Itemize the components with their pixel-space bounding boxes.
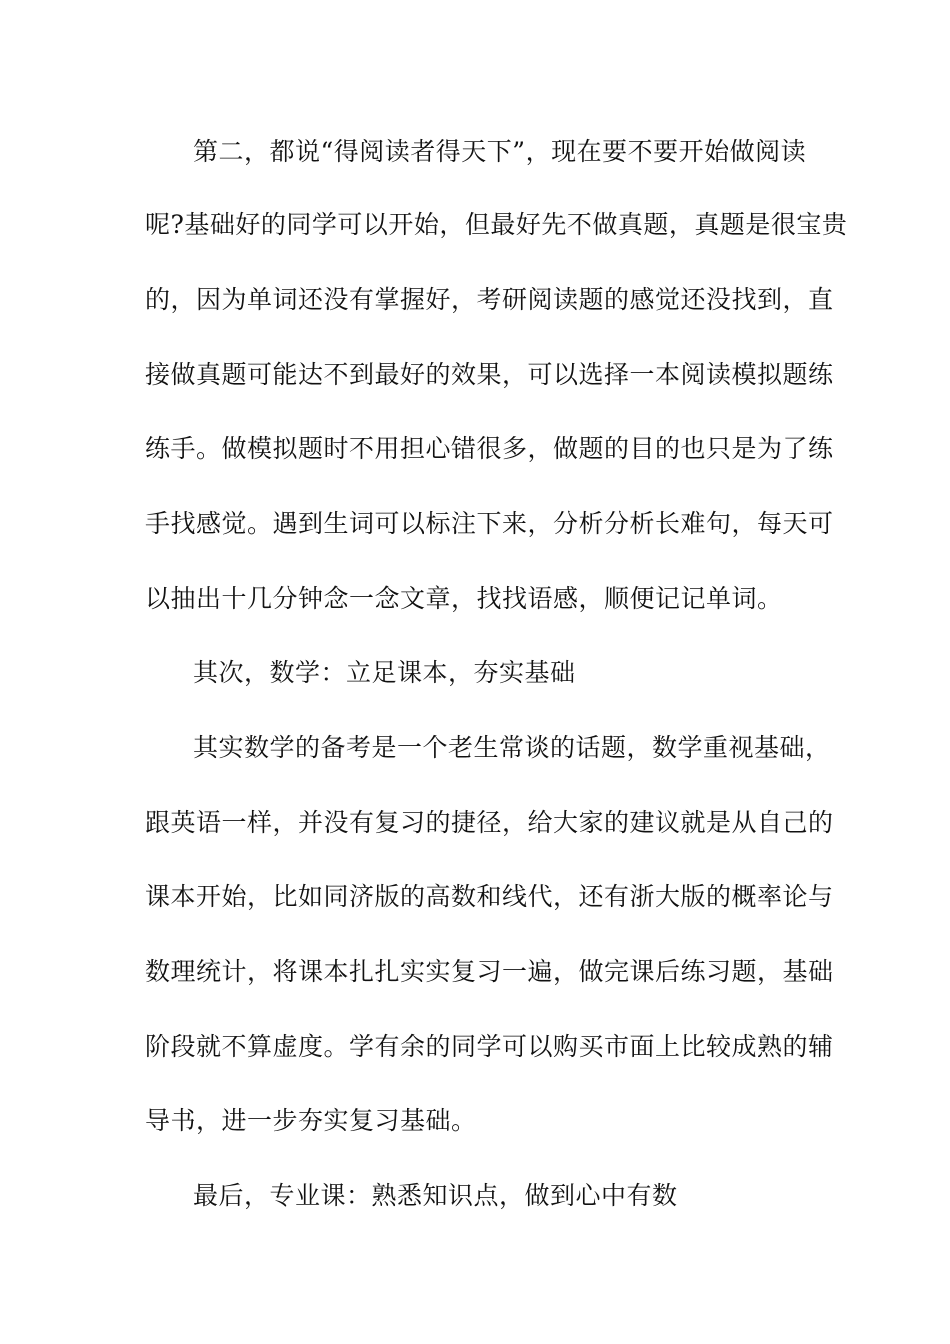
paragraph-line: 手找感觉。遇到生词可以标注下来，分析分析长难句，每天可 bbox=[145, 509, 834, 538]
paragraph-line: 数理统计，将课本扎扎实实复习一遍，做完课后练习题，基础 bbox=[145, 957, 834, 986]
paragraph-line: 第二，都说“得阅读者得天下”，现在要不要开始做阅读 bbox=[193, 137, 807, 166]
paragraph-line: 练手。做模拟题时不用担心错很多，做题的目的也只是为了练 bbox=[145, 434, 834, 463]
paragraph-line: 其实数学的备考是一个老生常谈的话题，数学重视基础， bbox=[193, 733, 831, 762]
paragraph-line: 跟英语一样，并没有复习的捷径，给大家的建议就是从自己的 bbox=[145, 808, 834, 837]
paragraph-line: 呢?基础好的同学可以开始，但最好先不做真题，真题是很宝贵 bbox=[145, 210, 848, 239]
paragraph-line: 接做真题可能达不到最好的效果，可以选择一本阅读模拟题练 bbox=[145, 360, 834, 389]
section-heading: 其次，数学：立足课本，夯实基础 bbox=[193, 658, 576, 687]
paragraph-line: 的，因为单词还没有掌握好，考研阅读题的感觉还没找到，直 bbox=[145, 285, 834, 314]
paragraph-line: 以抽出十几分钟念一念文章，找找语感，顺便记记单词。 bbox=[145, 584, 783, 613]
paragraph-line: 阶段就不算虚度。学有余的同学可以购买市面上比较成熟的辅 bbox=[145, 1032, 834, 1061]
section-heading: 最后，专业课：熟悉知识点，做到心中有数 bbox=[193, 1181, 678, 1210]
paragraph-line: 导书，进一步夯实复习基础。 bbox=[145, 1106, 477, 1135]
paragraph-line: 课本开始，比如同济版的高数和线代，还有浙大版的概率论与 bbox=[145, 882, 834, 911]
